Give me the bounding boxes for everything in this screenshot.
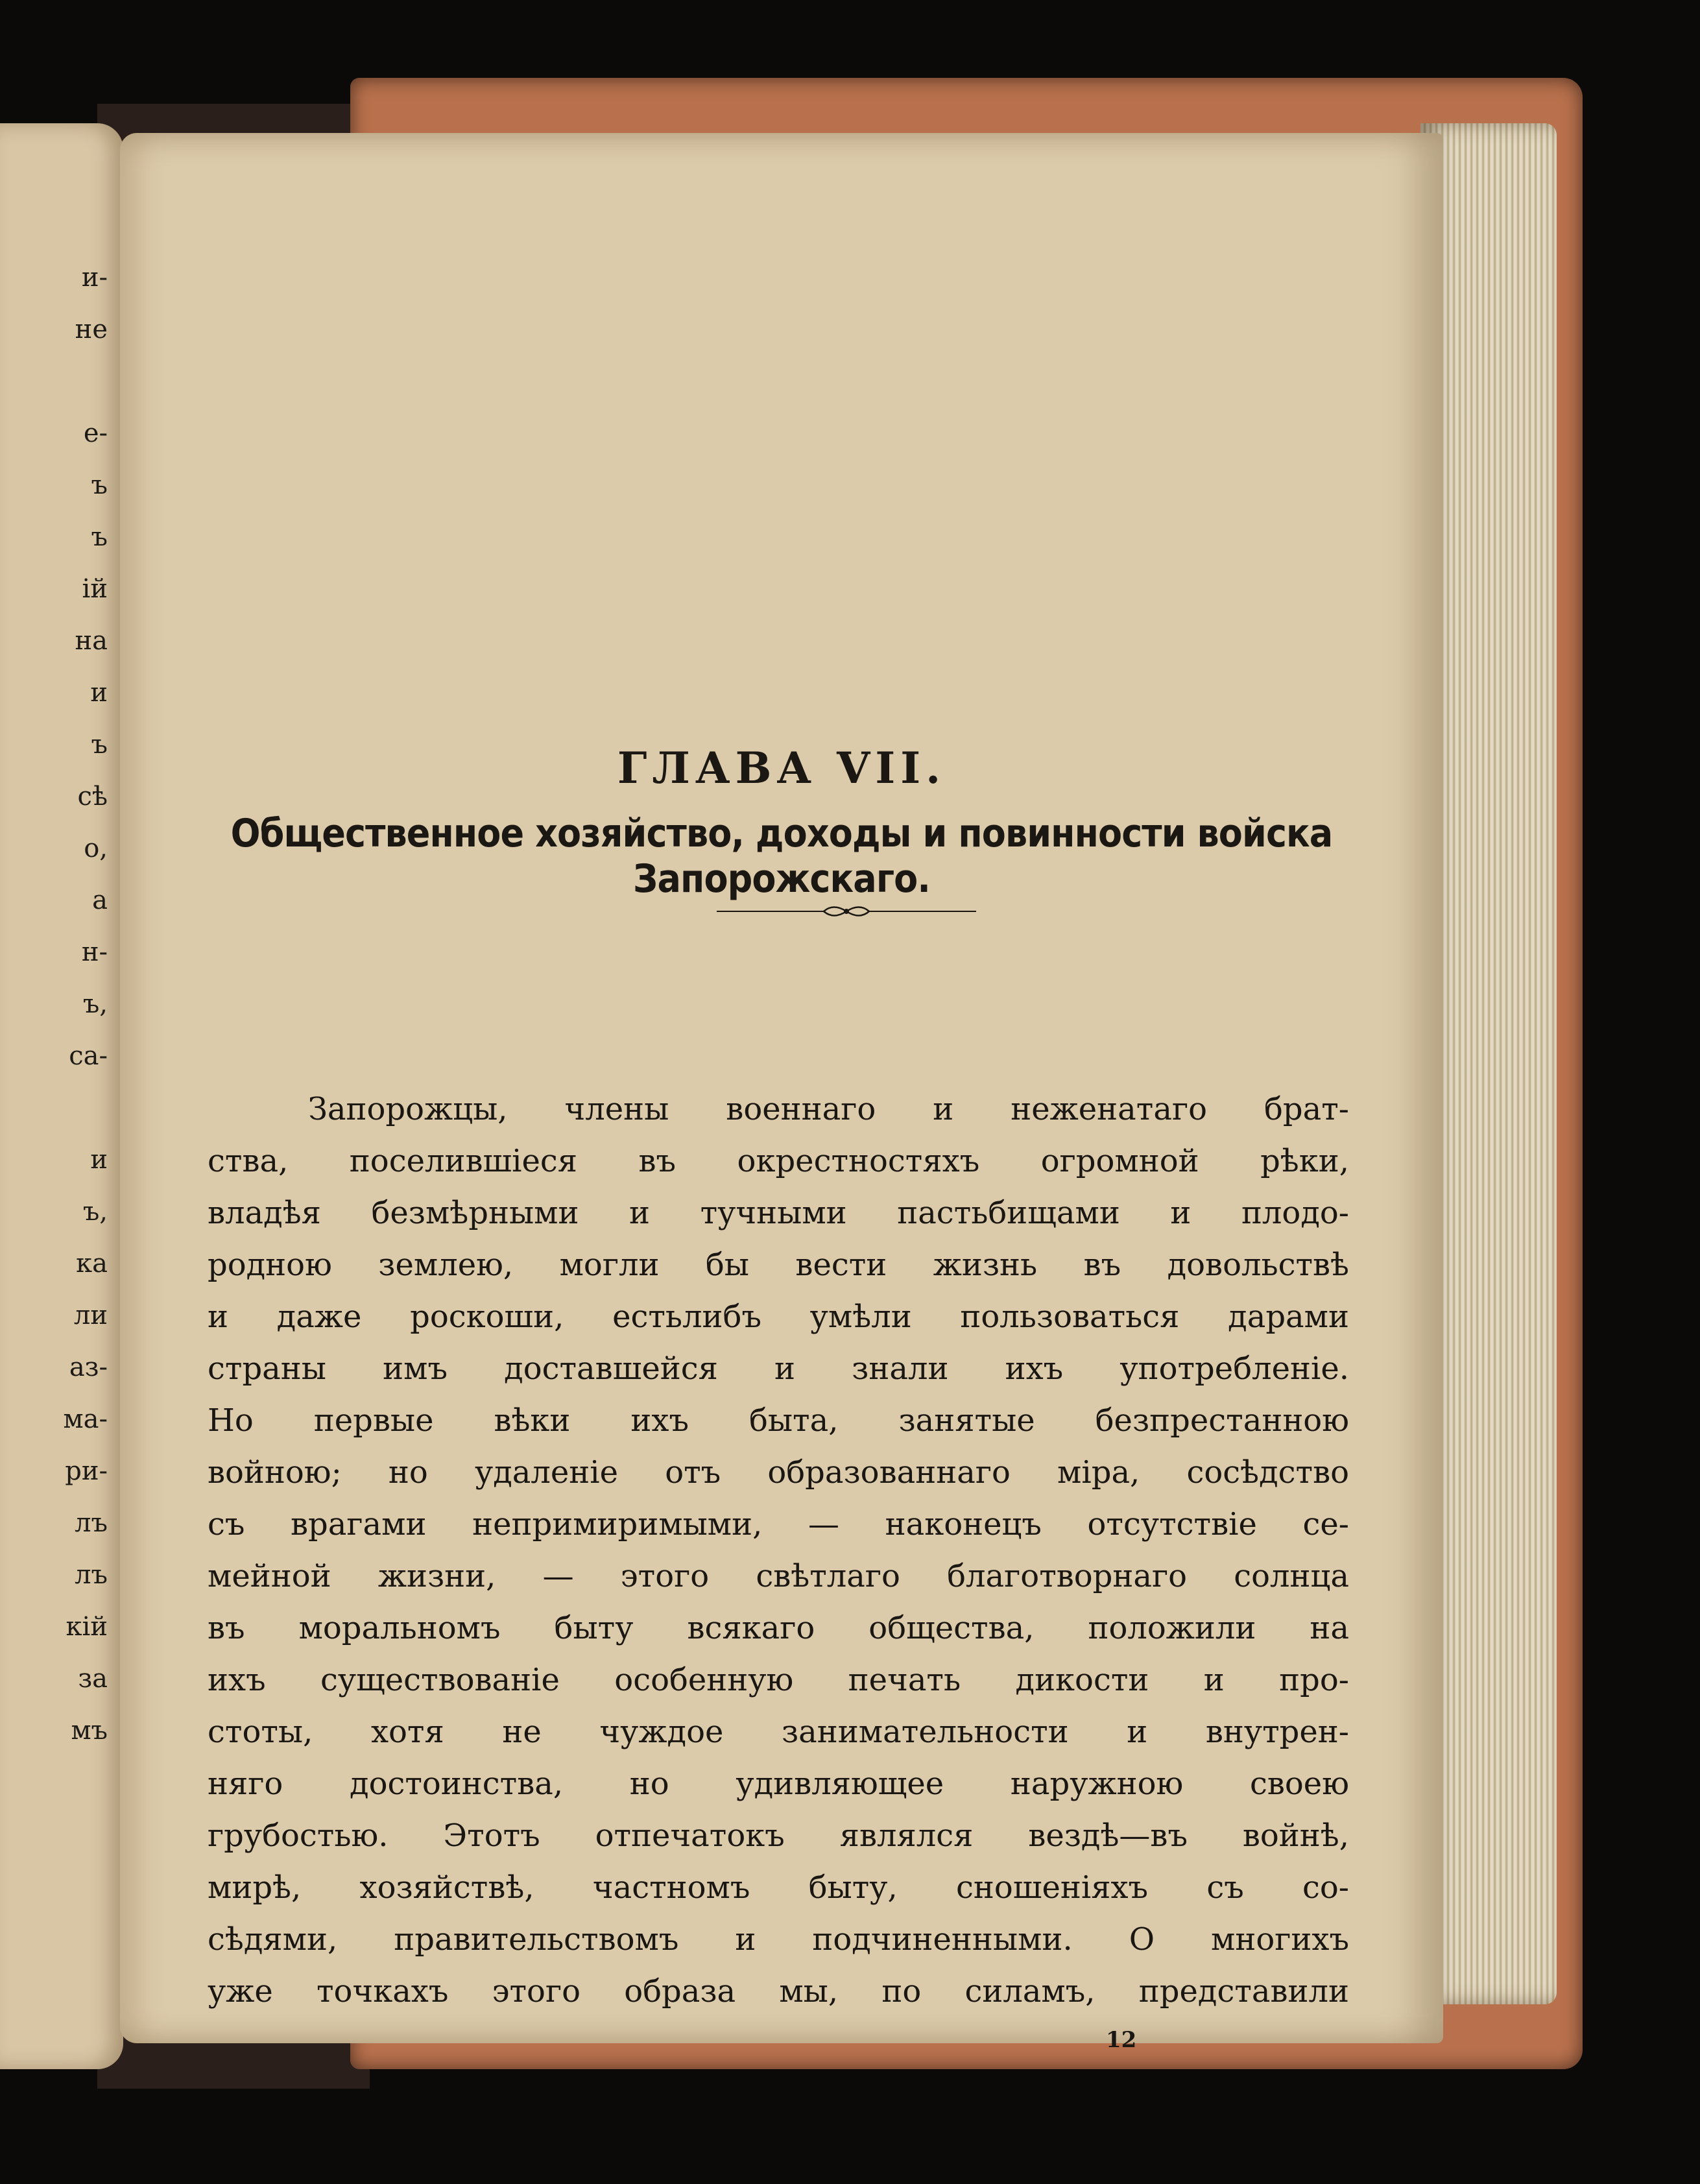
left-page-fragment: и (90, 1145, 108, 1175)
book-page (120, 133, 1443, 2053)
left-page-fragment: ма- (63, 1404, 108, 1434)
left-page-fragment: ъ (91, 522, 108, 552)
text-line: уже точкахъ этого образа мы, по силамъ, представили (208, 1973, 1349, 2010)
left-page-fragment: лъ (75, 1560, 108, 1590)
left-page-fragment: н- (81, 937, 108, 967)
text-line: Но первые вѣки ихъ быта, занятые безпрестанною (208, 1402, 1349, 1439)
left-page-fragment: ъ, (82, 1197, 108, 1227)
left-page-fragment: сѣ (77, 782, 108, 811)
page-number: 12 (1106, 2027, 1137, 2053)
chapter-subtitle: Общественное хозяйство, доходы и повинности войска Запорожскаго. (230, 811, 1333, 902)
left-page-fragment: и (90, 678, 108, 708)
left-page-fragment: и- (81, 263, 108, 293)
left-page-fragment: кій (66, 1612, 108, 1642)
left-page-fragment: ли (73, 1301, 108, 1330)
left-page-fragment: лъ (75, 1508, 108, 1538)
left-page-fragment: ъ (91, 730, 108, 760)
text-line: мейной жизни, — этого свѣтлаго благотворнаго солнца (208, 1558, 1349, 1594)
text-line: съ врагами непримиримыми, — наконецъ отсутствіе се- (208, 1506, 1349, 1542)
text-line: сѣдями, правительствомъ и подчиненными. О многихъ (208, 1921, 1349, 1958)
ornament-divider-icon (717, 902, 976, 921)
left-page-fragment: на (75, 626, 108, 656)
text-line: грубостью. Этотъ отпечатокъ являлся вездѣ—въ войнѣ, (208, 1818, 1349, 1854)
text-line: мирѣ, хозяйствѣ, частномъ быту, сношеніяхъ съ со- (208, 1869, 1349, 1906)
text-line: ихъ существованіе особенную печать дикости и про- (208, 1662, 1349, 1698)
text-line: ства, поселившіеся въ окрестностяхъ огромной рѣки, (208, 1143, 1349, 1179)
left-page-fragment: са- (69, 1041, 108, 1071)
left-page-fragment: ка (76, 1249, 108, 1278)
text-line: войною; но удаленіе отъ образованнаго міра, сосѣдство (208, 1454, 1349, 1491)
left-page-fragment: аз- (69, 1352, 108, 1382)
chapter-title: ГЛАВА VII. (617, 743, 946, 793)
text-line: страны имъ доставшейся и знали ихъ употребленіе. (208, 1350, 1349, 1387)
left-page-fragment: ъ (91, 470, 108, 500)
text-line: и даже роскоши, естьлибъ умѣли пользоваться дарами (208, 1299, 1349, 1335)
left-page-fragment: е- (83, 418, 108, 448)
left-page-fragment: за (78, 1664, 108, 1694)
left-page-fragment: ій (82, 574, 108, 604)
left-page-fragment: не (75, 315, 108, 344)
left-page-fragment: ри- (65, 1456, 108, 1486)
left-page (0, 123, 123, 2069)
left-page-fragment: мъ (71, 1716, 108, 1746)
left-page-fragment: а (92, 885, 108, 915)
text-line: родною землею, могли бы вести жизнь въ довольствѣ (208, 1247, 1349, 1283)
text-line: няго достоинства, но удивляющее наружною своею (208, 1766, 1349, 1802)
body-text (208, 1083, 1349, 2017)
text-line: стоты, хотя не чуждое занимательности и внутрен- (208, 1714, 1349, 1750)
text-line: владѣя безмѣрными и тучными пастьбищами и плодо- (208, 1195, 1349, 1231)
text-line: въ моральномъ быту всякаго общества, положили на (208, 1610, 1349, 1646)
left-page-fragment: ъ, (82, 989, 108, 1019)
text-line: Запорожцы, члены военнаго и неженатаго брат- (308, 1091, 1349, 1127)
left-page-fragment: о, (84, 834, 108, 863)
